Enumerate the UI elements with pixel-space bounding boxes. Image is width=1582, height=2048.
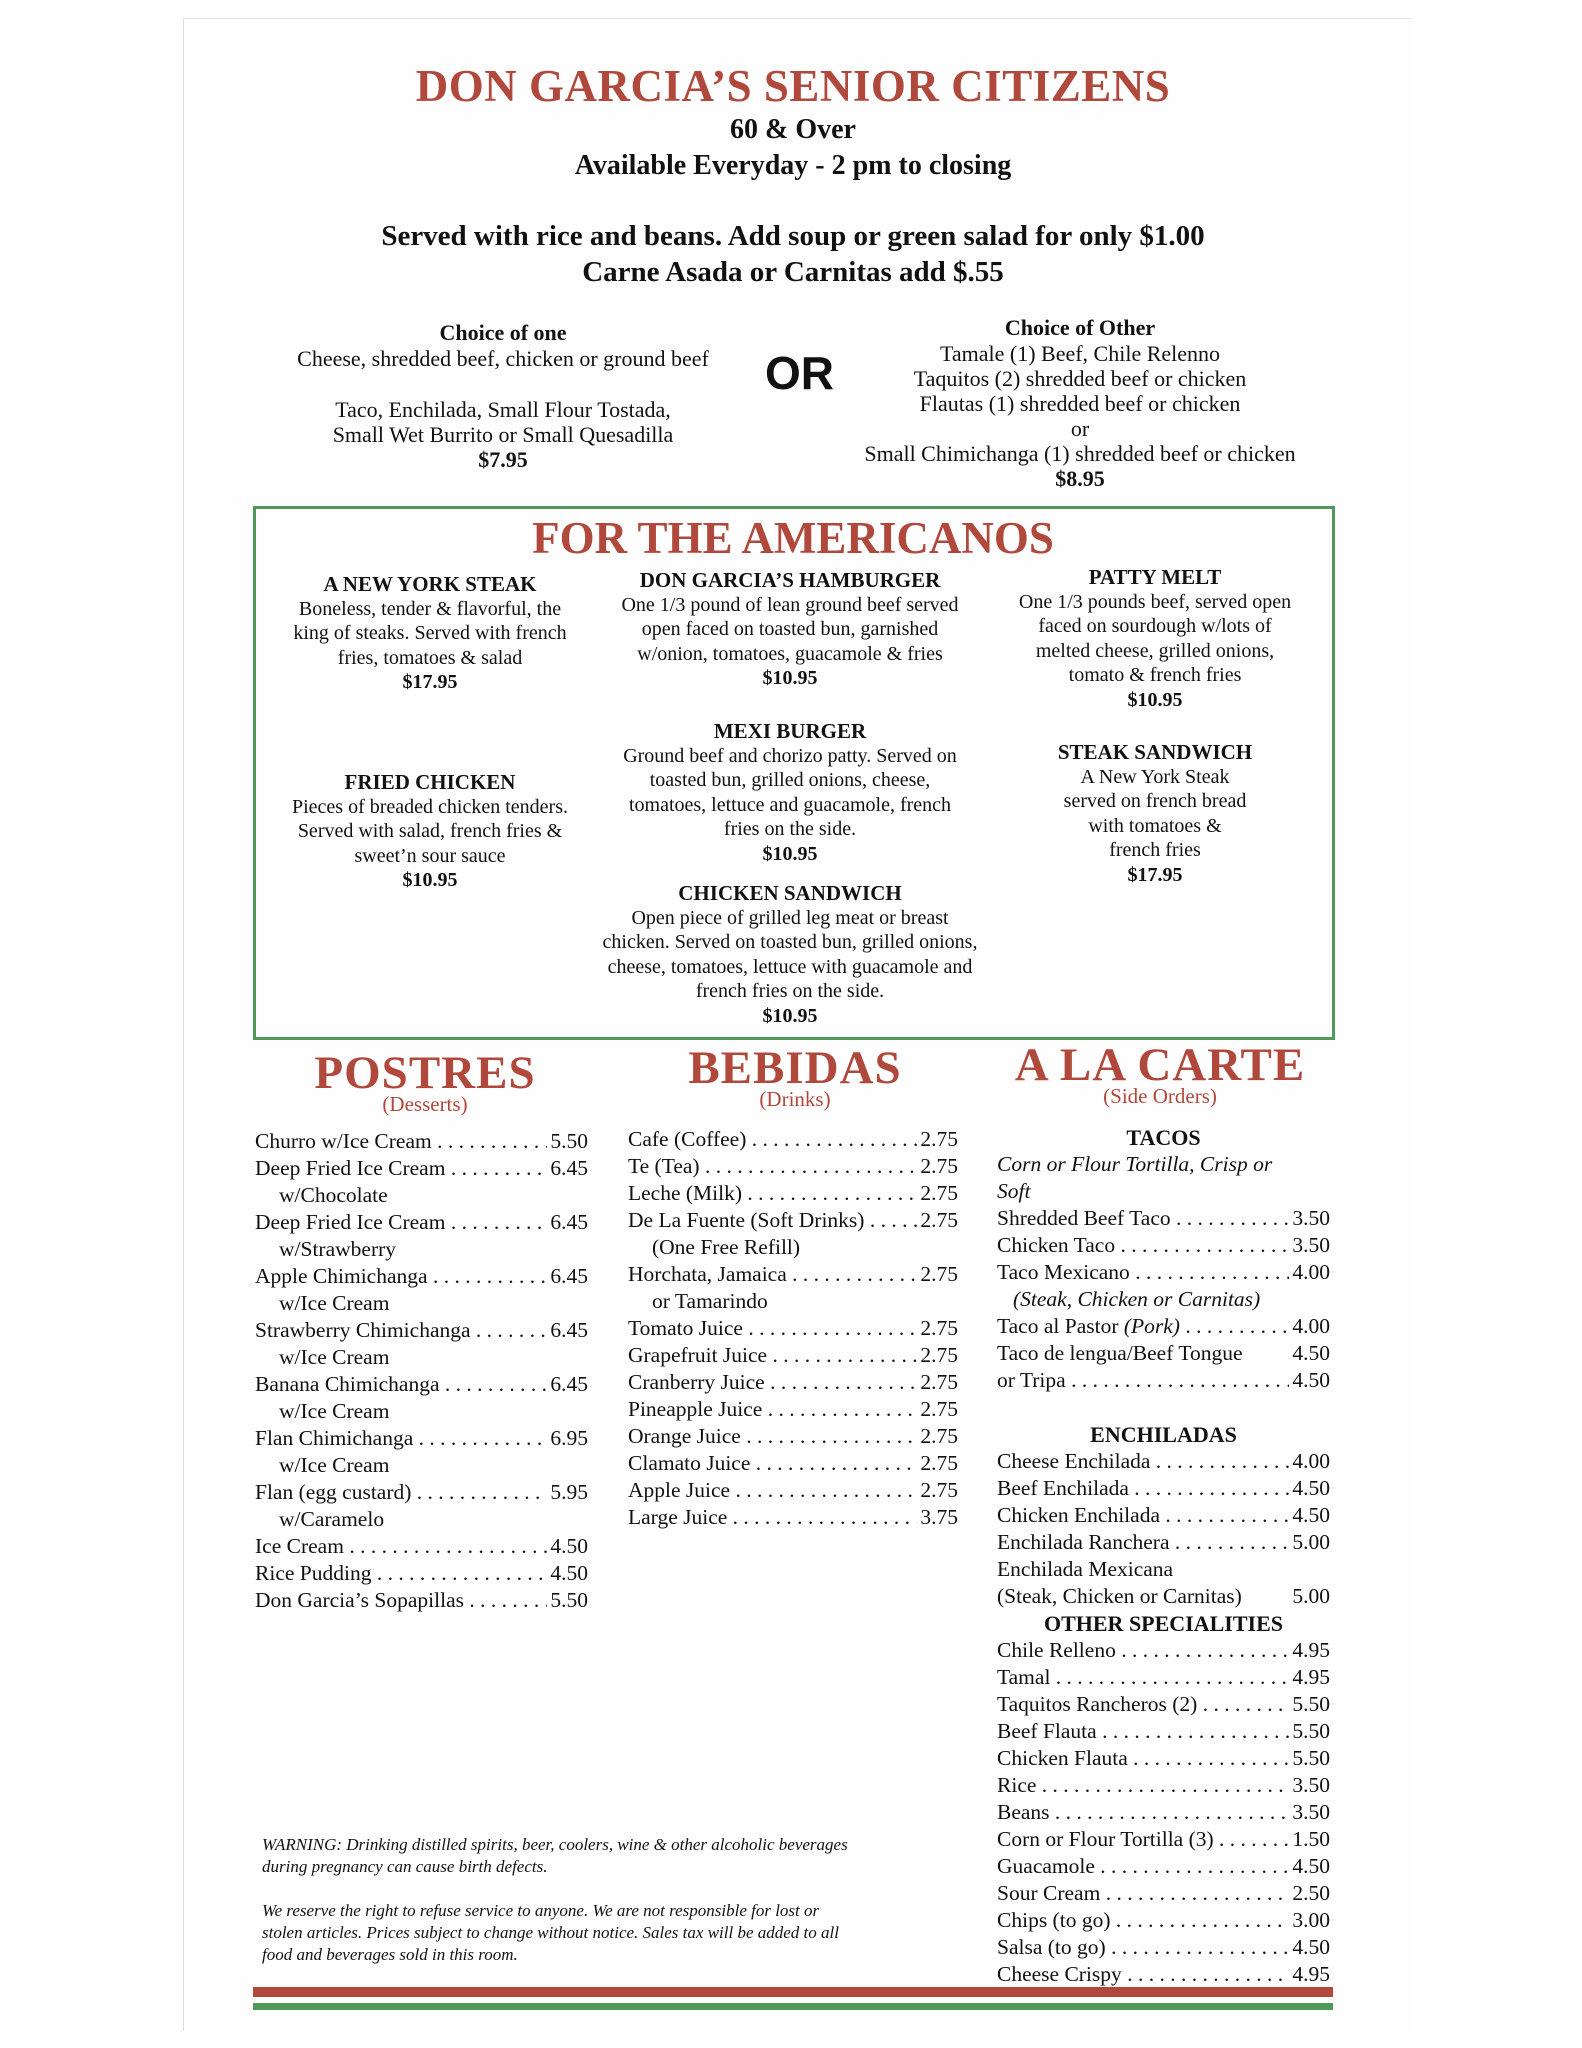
list-item: Beans . . . 3.50	[997, 1799, 1330, 1826]
list-item: Deep Fried Ice Cream . . . 6.45	[255, 1155, 588, 1182]
list-item-sub: w/Strawberry	[279, 1237, 397, 1261]
patty-melt-item	[990, 565, 1320, 712]
postres-title: POSTRES	[314, 1047, 536, 1099]
dish-desc-2: chicken. Served on toasted bun, grilled onions,	[602, 931, 978, 953]
menu-title: DON GARCIA’S SENIOR CITIZENS	[415, 61, 1171, 111]
dish-desc-3: melted cheese, grilled onions,	[1035, 639, 1275, 662]
bebidas-list	[628, 1126, 958, 1531]
list-item: Corn or Flour Tortilla (3) . . . 1.50	[997, 1826, 1330, 1853]
dish-name: FRIED CHICKEN	[344, 770, 516, 794]
other-specialities-heading: OTHER SPECIALITIES	[1043, 1611, 1284, 1636]
list-item-sub: w/Ice Cream	[279, 1291, 390, 1315]
choice-other-line3: Flautas (1) shredded beef or chicken	[919, 391, 1241, 416]
addon-line: Carne Asada or Carnitas add $.55	[582, 256, 1004, 288]
dish-desc-1: One 1/3 pounds beef, served open	[1018, 590, 1292, 613]
list-item: Tamal . . . 4.95	[997, 1664, 1330, 1691]
bebidas-subtitle: (Drinks)	[759, 1087, 831, 1111]
list-item: Guacamole . . . 4.50	[997, 1853, 1330, 1880]
availability: Available Everyday - 2 pm to closing	[574, 150, 1012, 181]
list-item: Clamato Juice . . . 2.75	[628, 1450, 958, 1477]
list-item: Cheese Enchilada . . . 4.00	[997, 1448, 1330, 1475]
list-item-sub: or Tamarindo	[652, 1289, 768, 1313]
list-item: Sour Cream . . . 2.50	[997, 1880, 1330, 1907]
list-item: Beef Flauta . . . 5.50	[997, 1718, 1330, 1745]
list-item: De La Fuente (Soft Drinks) . . . 2.75	[628, 1207, 958, 1234]
list-item: Taco Mexicano . . . 4.00	[997, 1259, 1330, 1286]
dish-name: PATTY MELT	[1088, 565, 1222, 589]
choice-one-items-1: Taco, Enchilada, Small Flour Tostada,	[335, 397, 671, 422]
warning-notice: WARNING: Drinking distilled spirits, beer, coolers, wine & other alcoholic beverages during pregnancy can cause birth defects.	[262, 1835, 848, 1876]
red-stripe	[253, 1987, 1333, 1997]
choice-other-line1: Tamale (1) Beef, Chile Relenno	[939, 341, 1221, 366]
dish-name: DON GARCIA’S HAMBURGER	[639, 568, 941, 592]
dish-desc-2: faced on sourdough w/lots of	[1038, 615, 1272, 637]
choice-one-price: $7.95	[478, 447, 528, 472]
dish-price: $10.95	[762, 842, 818, 865]
list-item: Flan (egg custard) . . . 5.95	[255, 1479, 588, 1506]
choice-other-line5: Small Chimichanga (1) shredded beef or chicken	[864, 441, 1296, 466]
dish-price: $17.95	[402, 671, 458, 693]
choice-one-block	[253, 320, 753, 473]
dish-desc-4: french fries on the side.	[695, 980, 885, 1002]
carte-list	[997, 1124, 1330, 1988]
dish-desc-1: Boneless, tender & flavorful, the	[298, 597, 562, 620]
list-item-sub: w/Ice Cream	[279, 1345, 390, 1369]
carte-subtitle: (Side Orders)	[1103, 1084, 1217, 1108]
list-item: Banana Chimichanga . . . 6.45	[255, 1371, 588, 1398]
tacos-heading: TACOS	[1126, 1125, 1201, 1150]
list-item: Cranberry Juice . . . 2.75	[628, 1369, 958, 1396]
bebidas-header	[620, 1041, 970, 1112]
list-item: Chicken Taco . . . 3.50	[997, 1232, 1330, 1259]
dish-desc-1: A New York Steak	[1080, 765, 1230, 788]
list-item: Taco al Pastor (Pork) . . . 4.00	[997, 1313, 1330, 1340]
dish-desc-2: open faced on toasted bun, garnished	[641, 618, 939, 640]
list-item: Horchata, Jamaica . . . 2.75	[628, 1261, 958, 1288]
dish-desc-2: served on french bread	[1063, 790, 1247, 812]
dish-price: $10.95	[1127, 688, 1183, 711]
list-item: Chips (to go) . . . 3.00	[997, 1907, 1330, 1934]
bebidas-title: BEBIDAS	[688, 1042, 902, 1094]
dish-desc-3: with tomatoes &	[1088, 814, 1222, 837]
list-item: Salsa (to go) . . . 4.50	[997, 1934, 1330, 1961]
list-item-sub: w/Ice Cream	[279, 1453, 390, 1477]
dish-price: $10.95	[762, 1004, 818, 1027]
dish-desc-2: toasted bun, grilled onions, cheese,	[649, 769, 931, 791]
mexi-burger-item	[595, 719, 985, 866]
list-item: Rice Pudding . . . 4.50	[255, 1560, 588, 1587]
list-item: Shredded Beef Taco . . . 3.50	[997, 1205, 1330, 1232]
postres-list	[255, 1128, 588, 1614]
list-item-sub: w/Caramelo	[279, 1507, 385, 1531]
choice-other-heading: Choice of Other	[1004, 315, 1156, 340]
list-item: Apple Juice . . . 2.75	[628, 1477, 958, 1504]
mexicano-note: (Steak, Chicken or Carnitas)	[1013, 1287, 1261, 1311]
dish-desc-1: Pieces of breaded chicken tenders.	[292, 795, 568, 818]
list-item: Chicken Enchilada . . . 4.50	[997, 1502, 1330, 1529]
carte-header	[985, 1038, 1335, 1109]
list-item: Orange Juice . . . 2.75	[628, 1423, 958, 1450]
dish-price: $17.95	[1127, 863, 1183, 886]
list-item: Cafe (Coffee) . . . 2.75	[628, 1126, 958, 1153]
list-item: Ice Cream . . . 4.50	[255, 1533, 588, 1560]
dish-desc-3: fries, tomatoes & salad	[337, 646, 523, 669]
dish-desc-4: french fries	[1109, 839, 1201, 861]
list-item: Deep Fried Ice Cream . . . 6.45	[255, 1209, 588, 1236]
steak-sandwich-item	[990, 740, 1320, 887]
list-item-sub: (One Free Refill)	[652, 1235, 801, 1259]
tacos-note-2: Soft	[997, 1179, 1031, 1203]
tacos-note-1: Corn or Flour Tortilla, Crisp or	[997, 1152, 1273, 1176]
list-item: Chile Relleno . . . 4.95	[997, 1637, 1330, 1664]
dish-price: $10.95	[762, 667, 818, 689]
dish-desc-3: sweet’n sour sauce	[354, 844, 506, 867]
list-item: Chicken Flauta . . . 5.50	[997, 1745, 1330, 1772]
policy-notice: We reserve the right to refuse service to anyone. We are not responsible for lost or stolen articles. Prices subject to change without notice. Sales tax will be added to all food and beverages sold in this room.	[262, 1901, 839, 1964]
americanos-title: FOR THE AMERICANOS	[532, 513, 1054, 563]
dish-desc-4: fries on the side.	[723, 818, 857, 840]
list-item: Grapefruit Juice . . . 2.75	[628, 1342, 958, 1369]
list-item: Taquitos Rancheros (2) . . . 5.50	[997, 1691, 1330, 1718]
age-requirement: 60 & Over	[730, 114, 856, 145]
enchiladas-heading: ENCHILADAS	[1090, 1422, 1237, 1447]
list-item: Don Garcia’s Sopapillas . . . 5.50	[255, 1587, 588, 1614]
list-item: Leche (Milk) . . . 2.75	[628, 1180, 958, 1207]
list-item-sub: w/Ice Cream	[279, 1399, 390, 1423]
dish-name: A NEW YORK STEAK	[323, 572, 537, 596]
dish-desc-1: Open piece of grilled leg meat or breast	[631, 906, 949, 929]
choice-one-items-2: Small Wet Burrito or Small Quesadilla	[332, 422, 674, 447]
postres-subtitle: (Desserts)	[382, 1092, 468, 1116]
list-item: Taco de lengua/Beef Tongue 4.50	[997, 1341, 1330, 1365]
or-label: OR	[765, 347, 834, 399]
list-item: Flan Chimichanga . . . 6.95	[255, 1425, 588, 1452]
served-with-line: Served with rice and beans. Add soup or green salad for only $1.00	[381, 220, 1205, 252]
list-item-sub: w/Chocolate	[279, 1183, 388, 1207]
dish-desc-2: Served with salad, french fries &	[297, 820, 563, 842]
list-item: Pineapple Juice . . . 2.75	[628, 1396, 958, 1423]
choice-other-line2: Taquitos (2) shredded beef or chicken	[913, 366, 1247, 391]
list-item: Apple Chimichanga . . . 6.45	[255, 1263, 588, 1290]
list-item: Tomato Juice . . . 2.75	[628, 1315, 958, 1342]
list-item: Te (Tea) . . . 2.75	[628, 1153, 958, 1180]
hamburger-item	[595, 568, 985, 691]
ny-steak-item	[265, 572, 595, 695]
list-item: Churro w/Ice Cream . . . 5.50	[255, 1128, 588, 1155]
green-stripe	[253, 2003, 1333, 2010]
dish-desc-3: w/onion, tomatoes, guacamole & fries	[637, 642, 943, 665]
list-item: Rice . . . 3.50	[997, 1772, 1330, 1799]
fried-chicken-item	[265, 770, 595, 893]
list-item: or Tripa . . . 4.50	[997, 1367, 1330, 1394]
list-item: Enchilada Ranchera . . . 5.00	[997, 1529, 1330, 1556]
dish-desc-3: tomatoes, lettuce and guacamole, french	[628, 793, 952, 816]
list-item: (Steak, Chicken or Carnitas) 5.00	[997, 1584, 1330, 1608]
dish-desc-1: Ground beef and chorizo patty. Served on	[623, 744, 957, 767]
dish-name: MEXI BURGER	[713, 719, 867, 743]
choice-one-fillings: Cheese, shredded beef, chicken or ground beef	[297, 346, 709, 371]
carte-title: A LA CARTE	[1014, 1039, 1306, 1091]
list-item: Enchilada Mexicana	[997, 1557, 1174, 1581]
dish-desc-3: cheese, tomatoes, lettuce with guacamole and	[607, 955, 973, 978]
dish-price: $10.95	[402, 869, 458, 891]
choice-one-heading: Choice of one	[439, 320, 567, 345]
list-item: Strawberry Chimichanga . . . 6.45	[255, 1317, 588, 1344]
list-item: Large Juice . . . 3.75	[628, 1504, 958, 1531]
postres-header	[255, 1046, 595, 1117]
list-item: Cheese Crispy . . . 4.95	[997, 1961, 1330, 1988]
dish-desc-1: One 1/3 pound of lean ground beef served	[621, 593, 959, 616]
list-item: Beef Enchilada . . . 4.50	[997, 1475, 1330, 1502]
chicken-sandwich-item	[560, 881, 1020, 1028]
dish-desc-2: king of steaks. Served with french	[293, 622, 567, 644]
dish-desc-4: tomato & french fries	[1068, 664, 1242, 686]
choice-other-line4: or	[1070, 416, 1090, 441]
choice-other-block	[840, 315, 1320, 492]
choice-other-price: $8.95	[1055, 466, 1105, 491]
dish-name: STEAK SANDWICH	[1057, 740, 1253, 764]
dish-name: CHICKEN SANDWICH	[678, 881, 902, 905]
